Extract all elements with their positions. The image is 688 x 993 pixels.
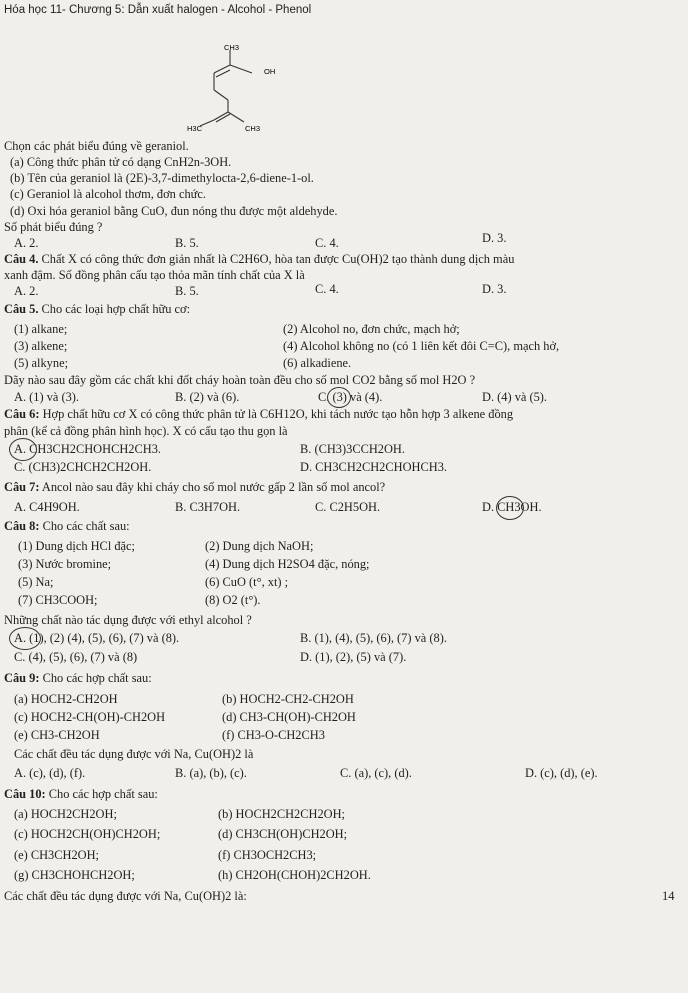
geraniol-option-b[interactable]: B. 5. [175,236,199,250]
q5-answer-mark [327,387,351,408]
q9-text: Cho các hợp chất sau: [42,671,152,685]
q6-option-d[interactable]: D. CH3CH2CH2CHOHCH3. [300,460,447,474]
q7-label: Câu 7: [4,480,40,494]
q8-item-5: (5) Na; [18,575,54,589]
q9-compound-f: (f) CH3-O-CH2CH3 [222,728,325,742]
geraniol-option-a[interactable]: A. 2. [14,236,39,250]
q9-ask: Các chất đều tác dụng được với Na, Cu(OH)2 là [14,747,254,761]
q5-item-4: (4) Alcohol không no (có 1 liên kết đôi C=C), mạch hở, [283,339,560,353]
q10-label: Câu 10: [4,787,46,801]
q6-label: Câu 6: [4,407,40,421]
q5-line [4,302,190,317]
q7-option-a[interactable]: A. C4H9OH. [14,500,80,514]
q8-option-a[interactable]: A. (1), (2) (4), (5), (6), (7) và (8). [14,631,180,645]
q9-option-d[interactable]: D. (c), (d), (e). [525,766,598,780]
q9-compound-a: (a) HOCH2-CH2OH [14,692,118,706]
q4-line1 [4,252,514,267]
q4-label: Câu 4. [4,252,39,266]
q6-option-c[interactable]: C. (CH3)2CHCH2CH2OH. [14,460,152,474]
q9-option-a[interactable]: A. (c), (d), (f). [14,766,86,780]
q4-line2: xanh đậm. Số đồng phân cấu tạo thỏa mãn tính chất của X là [4,268,305,282]
q6-line1 [4,407,513,422]
q5-option-c[interactable]: C. (3) và (4). [318,390,383,404]
q10-ask: Các chất đều tác dụng được với Na, Cu(OH)2 là: [4,889,247,903]
page-number: 14 [662,889,675,903]
q10-compound-c: (c) HOCH2CH(OH)CH2OH; [14,827,161,841]
q8-option-d[interactable]: D. (1), (2), (5) và (7). [300,650,407,664]
q6-text1: Hợp chất hữu cơ X có công thức phân tử là C6H12O, khi tách nước tạo hỗn hợp 3 alkene đồng [42,407,514,421]
geraniol-statement-b: (b) Tên của geraniol là (2E)-3,7-dimethylocta-2,6-diene-1-ol. [10,171,314,185]
q5-item-2: (2) Alcohol no, đơn chức, mạch hở; [283,322,460,336]
q7-option-b[interactable]: B. C3H7OH. [175,500,241,514]
q10-text: Cho các hợp chất sau: [48,787,158,801]
q5-item-1: (1) alkane; [14,322,68,336]
q9-compound-c: (c) HOCH2-CH(OH)-CH2OH [14,710,166,724]
geraniol-stem: Chọn các phát biểu đúng về geraniol. [4,139,189,153]
q4-option-c[interactable]: C. 4. [315,282,339,296]
q8-item-1: (1) Dung dịch HCl đặc; [18,539,135,553]
q5-item-6: (6) alkadiene. [283,356,352,370]
q8-answer-mark [9,627,41,650]
page-header: Hóa học 11- Chương 5: Dẫn xuất halogen - Alcohol - Phenol [4,4,312,16]
geraniol-statement-c: (c) Geraniol là alcohol thơm, đơn chức. [10,187,206,201]
q9-line [4,671,152,686]
q6-answer-mark [9,438,37,461]
geraniol-option-c[interactable]: C. 4. [315,236,339,250]
q8-label: Câu 8: [4,519,40,533]
q10-compound-h: (h) CH2OH(CHOH)2CH2OH. [218,868,371,882]
q8-option-b[interactable]: B. (1), (4), (5), (6), (7) và (8). [300,631,447,645]
ch3-bottom-label: CH3 [245,124,261,133]
q10-compound-d: (d) CH3CH(OH)CH2OH; [218,827,348,841]
ch3-top-label: CH3 [224,43,240,52]
q8-item-7: (7) CH3COOH; [18,593,98,607]
q4-option-d[interactable]: D. 3. [482,282,507,296]
q5-item-3: (3) alkene; [14,339,68,353]
q9-option-c[interactable]: C. (a), (c), (d). [340,766,412,780]
q10-compound-f: (f) CH3OCH2CH3; [218,848,317,862]
q10-compound-e: (e) CH3CH2OH; [14,848,100,862]
q10-line [4,787,158,802]
geraniol-ask: Số phát biểu đúng ? [4,220,103,234]
q5-option-d[interactable]: D. (4) và (5). [482,390,548,404]
q5-item-5: (5) alkyne; [14,356,69,370]
q7-option-c[interactable]: C. C2H5OH. [315,500,381,514]
q5-option-b[interactable]: B. (2) và (6). [175,390,240,404]
q5-text: Cho các loại hợp chất hữu cơ: [41,302,191,316]
q10-compound-a: (a) HOCH2CH2OH; [14,807,117,821]
q8-item-6: (6) CuO (t°, xt) ; [205,575,289,589]
q8-text: Cho các chất sau: [42,519,130,533]
h3c-label: H3C [187,124,203,133]
q7-answer-mark [496,496,524,520]
q9-option-b[interactable]: B. (a), (b), (c). [175,766,247,780]
q6-option-b[interactable]: B. (CH3)3CCH2OH. [300,442,405,456]
q10-compound-b: (b) HOCH2CH2CH2OH; [218,807,346,821]
geraniol-statement-d: (d) Oxi hóa geraniol bằng CuO, đun nóng thu được một aldehyde. [10,204,338,218]
q8-item-4: (4) Dung dịch H2SO4 đặc, nóng; [205,557,370,571]
q8-item-3: (3) Nước bromine; [18,557,112,571]
q9-compound-d: (d) CH3-CH(OH)-CH2OH [222,710,356,724]
q4-option-b[interactable]: B. 5. [175,284,199,298]
q8-item-8: (8) O2 (t°). [205,593,261,607]
q10-compound-g: (g) CH3CHOHCH2OH; [14,868,135,882]
q9-label: Câu 9: [4,671,40,685]
q8-option-c[interactable]: C. (4), (5), (6), (7) và (8) [14,650,138,664]
q4-option-a[interactable]: A. 2. [14,284,39,298]
q7-text: Ancol nào sau đây khi cháy cho số mol nước gấp 2 lần số mol ancol? [41,480,386,494]
q6-line2: phân (kể cả đồng phân hình học). X có cấu tạo thu gọn là [4,424,288,438]
q6-option-a[interactable]: A. CH3CH2CHOHCH2CH3. [14,442,161,456]
q7-line [4,480,385,495]
q8-item-2: (2) Dung dịch NaOH; [205,539,314,553]
q4-text1: Chất X có công thức đơn giản nhất là C2H6O, hòa tan được Cu(OH)2 tạo thành dung dịch màu [41,252,515,266]
q5-option-a[interactable]: A. (1) và (3). [14,390,80,404]
q5-ask: Dãy nào sau đây gồm các chất khi đốt cháy hoàn toàn đều cho số mol CO2 bằng số mol H2O ? [4,373,476,387]
q8-ask: Những chất nào tác dụng được với ethyl alcohol ? [4,613,252,627]
q8-line [4,519,130,534]
q9-compound-e: (e) CH3-CH2OH [14,728,100,742]
oh-label: OH [264,67,276,76]
geraniol-statement-a: (a) Công thức phân tử có dạng CnH2n-3OH. [10,155,232,169]
q5-label: Câu 5. [4,302,39,316]
q7-option-d[interactable]: D. CH3OH. [482,500,542,514]
geraniol-option-d[interactable]: D. 3. [482,231,507,245]
q9-compound-b: (b) HOCH2-CH2-CH2OH [222,692,354,706]
